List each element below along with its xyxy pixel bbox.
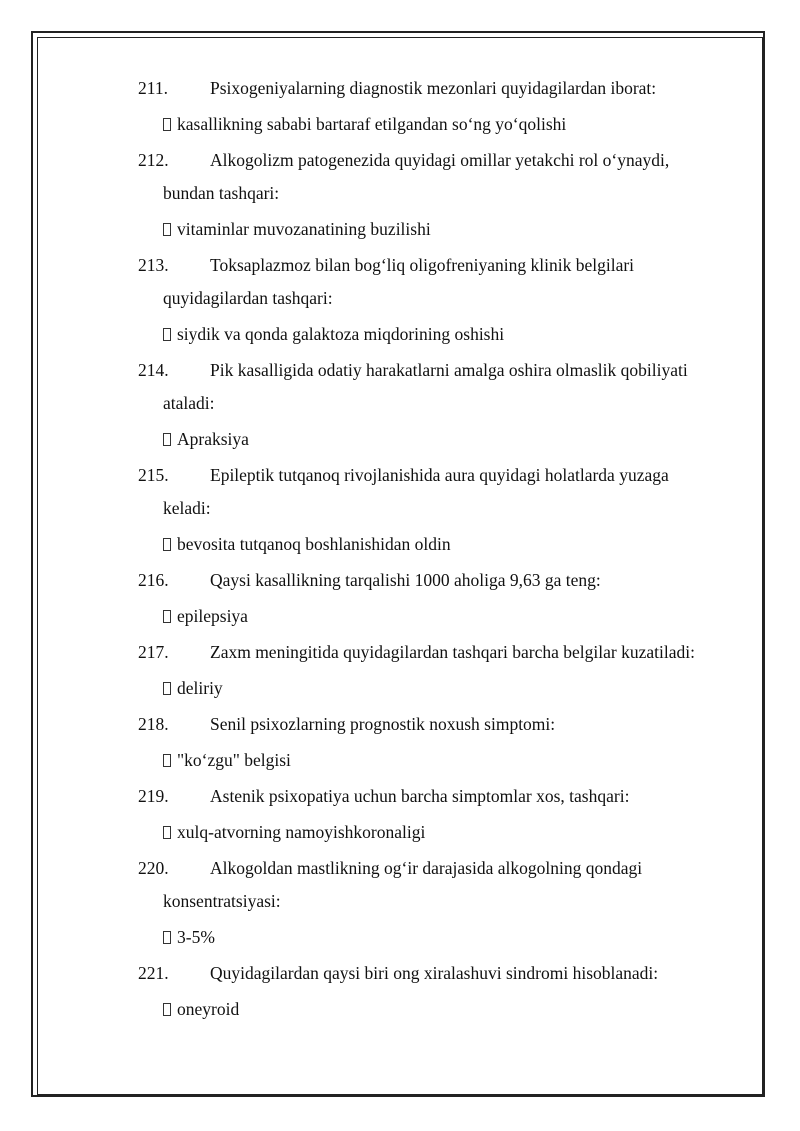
question-item — [138, 72, 738, 141]
question-text-continued: konsentratsiyasi: — [163, 891, 281, 911]
question-number: 214. — [138, 360, 169, 380]
question-item — [138, 144, 738, 246]
question — [138, 957, 738, 990]
answer — [138, 108, 738, 141]
question-item — [138, 852, 738, 954]
question-text: Psixogeniyalarning diagnostik mezonlari quyidagilardan iborat: — [210, 78, 657, 98]
question-text: Qaysi kasallikning tarqalishi 1000 aholiga 9,63 ga teng: — [210, 570, 601, 590]
question-text-continued: quyidagilardan tashqari: — [163, 288, 333, 308]
answer — [138, 993, 738, 1026]
answer — [138, 213, 738, 246]
checkbox-icon — [163, 328, 171, 341]
question-number: 215. — [138, 465, 169, 485]
question — [138, 354, 738, 420]
question — [138, 780, 738, 813]
question — [138, 144, 738, 210]
question-text: Senil psixozlarning prognostik noxush simptomi: — [210, 714, 556, 734]
checkbox-icon — [163, 610, 171, 623]
answer-text: 3-5% — [177, 927, 215, 947]
answer-text: epilepsiya — [177, 606, 248, 626]
answer — [138, 672, 738, 705]
question-number: 218. — [138, 714, 169, 734]
answer-text: kasallikning sababi bartaraf etilgandan so‘ng yo‘qolishi — [177, 114, 567, 134]
question-number: 220. — [138, 858, 169, 878]
answer-text: vitaminlar muvozanatining buzilishi — [177, 219, 431, 239]
question-item — [138, 459, 738, 561]
question-text-continued: bundan tashqari: — [163, 183, 280, 203]
answer — [138, 318, 738, 351]
question-number: 216. — [138, 570, 169, 590]
question-text-continued: keladi: — [163, 498, 211, 518]
checkbox-icon — [163, 682, 171, 695]
question — [138, 852, 738, 918]
question-item — [138, 249, 738, 351]
answer-text: Apraksiya — [177, 429, 249, 449]
question — [138, 636, 738, 669]
question-number: 212. — [138, 150, 169, 170]
question-item — [138, 708, 738, 777]
checkbox-icon — [163, 826, 171, 839]
question-text: Pik kasalligida odatiy harakatlarni amalga oshira olmaslik qobiliyati — [210, 360, 688, 380]
question-item — [138, 636, 738, 705]
checkbox-icon — [163, 433, 171, 446]
answer — [138, 744, 738, 777]
question-number: 211. — [138, 78, 168, 98]
answer-text: deliriy — [177, 678, 223, 698]
question-text: Alkogolizm patogenezida quyidagi omillar yetakchi rol o‘ynaydi, — [210, 150, 670, 170]
question-number: 217. — [138, 642, 169, 662]
question — [138, 564, 738, 597]
question-text: Quyidagilardan qaysi biri ong xiralashuvi sindromi hisoblanadi: — [210, 963, 659, 983]
question — [138, 249, 738, 315]
answer-text: oneyroid — [177, 999, 240, 1019]
question-item — [138, 780, 738, 849]
question — [138, 708, 738, 741]
question-number: 219. — [138, 786, 169, 806]
question-text-continued: ataladi: — [163, 393, 215, 413]
checkbox-icon — [163, 931, 171, 944]
answer-text: xulq-atvorning namoyishkoronaligi — [177, 822, 426, 842]
answer-text: "ko‘zgu" belgisi — [177, 750, 291, 770]
question-text: Alkogoldan mastlikning og‘ir darajasida alkogolning qondagi — [210, 858, 643, 878]
question-text: Zaxm meningitida quyidagilardan tashqari barcha belgilar kuzatiladi: — [210, 642, 695, 662]
answer — [138, 816, 738, 849]
answer — [138, 423, 738, 456]
checkbox-icon — [163, 118, 171, 131]
checkbox-icon — [163, 754, 171, 767]
question-list — [138, 72, 738, 1029]
question-item — [138, 354, 738, 456]
checkbox-icon — [163, 538, 171, 551]
question-number: 221. — [138, 963, 169, 983]
question — [138, 459, 738, 525]
answer — [138, 600, 738, 633]
checkbox-icon — [163, 1003, 171, 1016]
answer-text: siydik va qonda galaktoza miqdorining oshishi — [177, 324, 505, 344]
answer — [138, 528, 738, 561]
checkbox-icon — [163, 223, 171, 236]
question-item — [138, 957, 738, 1026]
question-text: Epileptik tutqanoq rivojlanishida aura quyidagi holatlarda yuzaga — [210, 465, 669, 485]
answer-text: bevosita tutqanoq boshlanishidan oldin — [177, 534, 451, 554]
question-number: 213. — [138, 255, 169, 275]
question-text: Toksaplazmoz bilan bog‘liq oligofreniyaning klinik belgilari — [210, 255, 635, 275]
question-item — [138, 564, 738, 633]
question — [138, 72, 738, 105]
answer — [138, 921, 738, 954]
question-text: Astenik psixopatiya uchun barcha simptomlar xos, tashqari: — [210, 786, 630, 806]
